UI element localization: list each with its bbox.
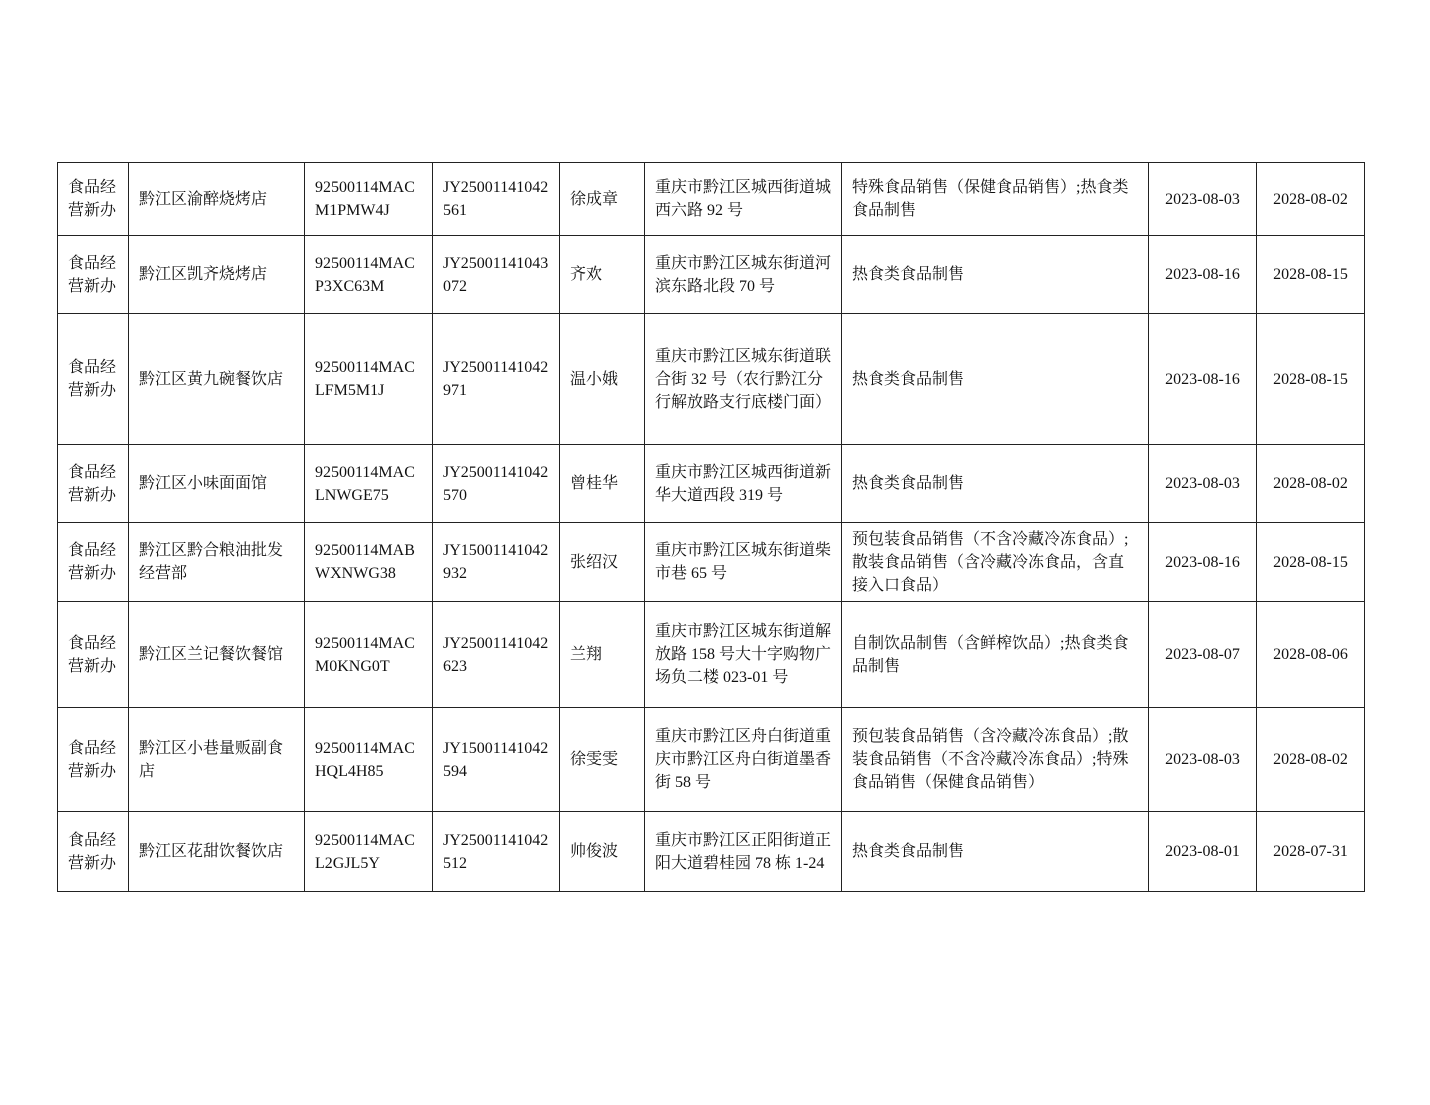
- end-date-cell: 2028-08-02: [1257, 708, 1365, 812]
- end-date-cell: 2028-08-02: [1257, 163, 1365, 236]
- business-name-cell: 黔江区渝醉烧烤店: [129, 163, 305, 236]
- business-name-cell: 黔江区兰记餐饮餐馆: [129, 602, 305, 708]
- start-date-cell: 2023-08-03: [1149, 445, 1257, 523]
- legal-person-cell: 齐欢: [560, 236, 645, 314]
- license-number-cell: JY15001141042932: [433, 523, 560, 602]
- business-scope-cell: 热食类食品制售: [842, 314, 1149, 445]
- legal-person-cell: 兰翔: [560, 602, 645, 708]
- business-type-cell: 食品经营新办: [58, 314, 129, 445]
- credit-code-cell: 92500114MACLNWGE75: [305, 445, 433, 523]
- table-row: [58, 236, 1365, 314]
- license-number-cell: JY25001141042623: [433, 602, 560, 708]
- credit-code-cell: 92500114MACP3XC63M: [305, 236, 433, 314]
- address-cell: 重庆市黔江区城东街道联合街 32 号（农行黔江分行解放路支行底楼门面）: [645, 314, 842, 445]
- business-scope-cell: 热食类食品制售: [842, 812, 1149, 892]
- business-type-cell: 食品经营新办: [58, 523, 129, 602]
- address-cell: 重庆市黔江区城东街道解放路 158 号大十字购物广场负二楼 023-01 号: [645, 602, 842, 708]
- address-cell: 重庆市黔江区城西街道城西六路 92 号: [645, 163, 842, 236]
- table-row: [58, 812, 1365, 892]
- credit-code-cell: 92500114MACL2GJL5Y: [305, 812, 433, 892]
- business-scope-cell: 自制饮品制售（含鲜榨饮品）;热食类食品制售: [842, 602, 1149, 708]
- table-row: [58, 163, 1365, 236]
- start-date-cell: 2023-08-16: [1149, 314, 1257, 445]
- end-date-cell: 2028-08-06: [1257, 602, 1365, 708]
- business-scope-cell: 预包装食品销售（含冷藏冷冻食品）;散装食品销售（不含冷藏冷冻食品）;特殊食品销售（保健食品销售）: [842, 708, 1149, 812]
- credit-code-cell: 92500114MABWXNWG38: [305, 523, 433, 602]
- start-date-cell: 2023-08-16: [1149, 523, 1257, 602]
- business-type-cell: 食品经营新办: [58, 602, 129, 708]
- business-type-cell: 食品经营新办: [58, 812, 129, 892]
- start-date-cell: 2023-08-01: [1149, 812, 1257, 892]
- address-cell: 重庆市黔江区城东街道柴市巷 65 号: [645, 523, 842, 602]
- business-type-cell: 食品经营新办: [58, 708, 129, 812]
- table-row: [58, 708, 1365, 812]
- license-records-table: [57, 162, 1365, 892]
- legal-person-cell: 张绍汉: [560, 523, 645, 602]
- business-name-cell: 黔江区花甜饮餐饮店: [129, 812, 305, 892]
- business-name-cell: 黔江区黔合粮油批发经营部: [129, 523, 305, 602]
- start-date-cell: 2023-08-07: [1149, 602, 1257, 708]
- license-number-cell: JY15001141042594: [433, 708, 560, 812]
- business-type-cell: 食品经营新办: [58, 236, 129, 314]
- business-scope-cell: 热食类食品制售: [842, 445, 1149, 523]
- address-cell: 重庆市黔江区正阳街道正阳大道碧桂园 78 栋 1-24: [645, 812, 842, 892]
- credit-code-cell: 92500114MACM1PMW4J: [305, 163, 433, 236]
- business-scope-cell: 热食类食品制售: [842, 236, 1149, 314]
- end-date-cell: 2028-08-15: [1257, 523, 1365, 602]
- end-date-cell: 2028-07-31: [1257, 812, 1365, 892]
- license-number-cell: JY25001141042971: [433, 314, 560, 445]
- table-row: [58, 523, 1365, 602]
- license-number-cell: JY25001141042570: [433, 445, 560, 523]
- business-type-cell: 食品经营新办: [58, 445, 129, 523]
- business-name-cell: 黔江区凯齐烧烤店: [129, 236, 305, 314]
- start-date-cell: 2023-08-03: [1149, 708, 1257, 812]
- end-date-cell: 2028-08-02: [1257, 445, 1365, 523]
- start-date-cell: 2023-08-03: [1149, 163, 1257, 236]
- legal-person-cell: 徐成章: [560, 163, 645, 236]
- business-name-cell: 黔江区黄九碗餐饮店: [129, 314, 305, 445]
- business-name-cell: 黔江区小味面面馆: [129, 445, 305, 523]
- license-number-cell: JY25001141042512: [433, 812, 560, 892]
- credit-code-cell: 92500114MACHQL4H85: [305, 708, 433, 812]
- business-name-cell: 黔江区小巷量贩副食店: [129, 708, 305, 812]
- end-date-cell: 2028-08-15: [1257, 236, 1365, 314]
- legal-person-cell: 温小娥: [560, 314, 645, 445]
- table-row: [58, 314, 1365, 445]
- business-type-cell: 食品经营新办: [58, 163, 129, 236]
- table-row: [58, 602, 1365, 708]
- legal-person-cell: 曾桂华: [560, 445, 645, 523]
- start-date-cell: 2023-08-16: [1149, 236, 1257, 314]
- business-scope-cell: 预包装食品销售（不含冷藏冷冻食品）;散装食品销售（含冷藏冷冻食品，含直接入口食品）: [842, 523, 1149, 602]
- credit-code-cell: 92500114MACM0KNG0T: [305, 602, 433, 708]
- license-number-cell: JY25001141043072: [433, 236, 560, 314]
- address-cell: 重庆市黔江区城西街道新华大道西段 319 号: [645, 445, 842, 523]
- legal-person-cell: 帅俊波: [560, 812, 645, 892]
- table-row: [58, 445, 1365, 523]
- credit-code-cell: 92500114MACLFM5M1J: [305, 314, 433, 445]
- end-date-cell: 2028-08-15: [1257, 314, 1365, 445]
- business-scope-cell: 特殊食品销售（保健食品销售）;热食类食品制售: [842, 163, 1149, 236]
- license-number-cell: JY25001141042561: [433, 163, 560, 236]
- address-cell: 重庆市黔江区城东街道河滨东路北段 70 号: [645, 236, 842, 314]
- legal-person-cell: 徐雯雯: [560, 708, 645, 812]
- address-cell: 重庆市黔江区舟白街道重庆市黔江区舟白街道墨香街 58 号: [645, 708, 842, 812]
